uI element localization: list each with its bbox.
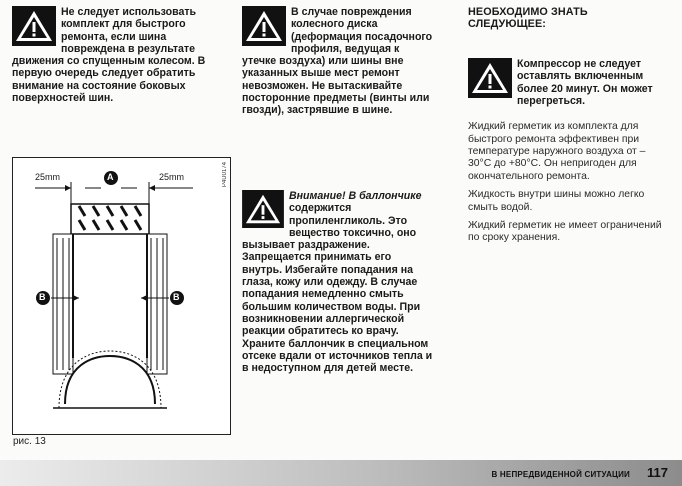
dim-right-label: 25mm [159,172,185,182]
page-number: 117 [647,465,668,480]
warning-triangle-icon [468,58,512,98]
attention-block [242,190,434,374]
figure-13 [12,157,231,435]
attention-content [242,190,434,374]
warning-text: В случае повреждения колесного диска (деформация посадочного профиля, ведущая к утечке воздуха) или шины вне указанных выше мест ремонт невозможен. Не вытаскивайте посторонние предметы (винты или гвозди), застрявшие в шине. [242,6,433,117]
warning-block-3 [468,58,668,107]
marker-b-right: B [173,292,180,302]
note-paragraph: Жидкий герметик из комплекта для быстрого ремонта эффективен при температуре наружного воздуха от –30°С до +80°С. Он непригоден для окончательного ремонта. [468,121,646,182]
dim-left-label: 25mm [35,172,61,182]
column-1 [12,6,218,104]
column-2 [242,6,434,117]
attention-text: содержится пропиленгликоль. Это вещество токсично, оно вызывает раздражение. Запрещается принимать его внутрь. Избегайте попадания на глаза, кожу или одежду. В случае попадания немедленно смыть большим количеством воды. При возникновении аллергической реакции обратитесь ко врачу. Храните баллончик в специальном отсеке вдали от источников тепла и в недоступном для детей месте. [242,202,433,375]
marker-a: A [107,172,114,182]
figure-caption: рис. 13 [13,436,46,447]
marker-b-left: B [39,292,46,302]
section-label: В НЕПРЕДВИДЕННОЙ СИТУАЦИИ [491,470,630,479]
warning-triangle-icon [242,6,286,46]
warning-triangle-icon [12,6,56,46]
warning-block-1 [12,6,218,104]
note-paragraph: Жидкость внутри шины можно легко смыть водой. [468,189,645,213]
section-heading: НЕОБХОДИМО ЗНАТЬ СЛЕДУЮЩЕЕ: [468,6,588,30]
warning-text: Не следует использовать комплект для быстрого ремонта, если шина повреждена в результате движения со спущенным колесом. В первую очередь следует обратить внимание на состояние боковых поверхностей шин. [12,6,206,105]
column-3 [468,6,668,251]
warning-block-2 [242,6,434,117]
page-footer [0,460,682,486]
warning-text: Компрессор не следует оставлять включенным более 20 минут. Он может перегреться. [517,58,653,107]
figure-code: P4U0174 [222,162,228,188]
warning-triangle-icon [242,190,284,228]
attention-label: Внимание! В баллончике [289,190,422,202]
note-paragraph: Жидкий герметик не имеет ограничений по сроку хранения. [468,220,662,244]
